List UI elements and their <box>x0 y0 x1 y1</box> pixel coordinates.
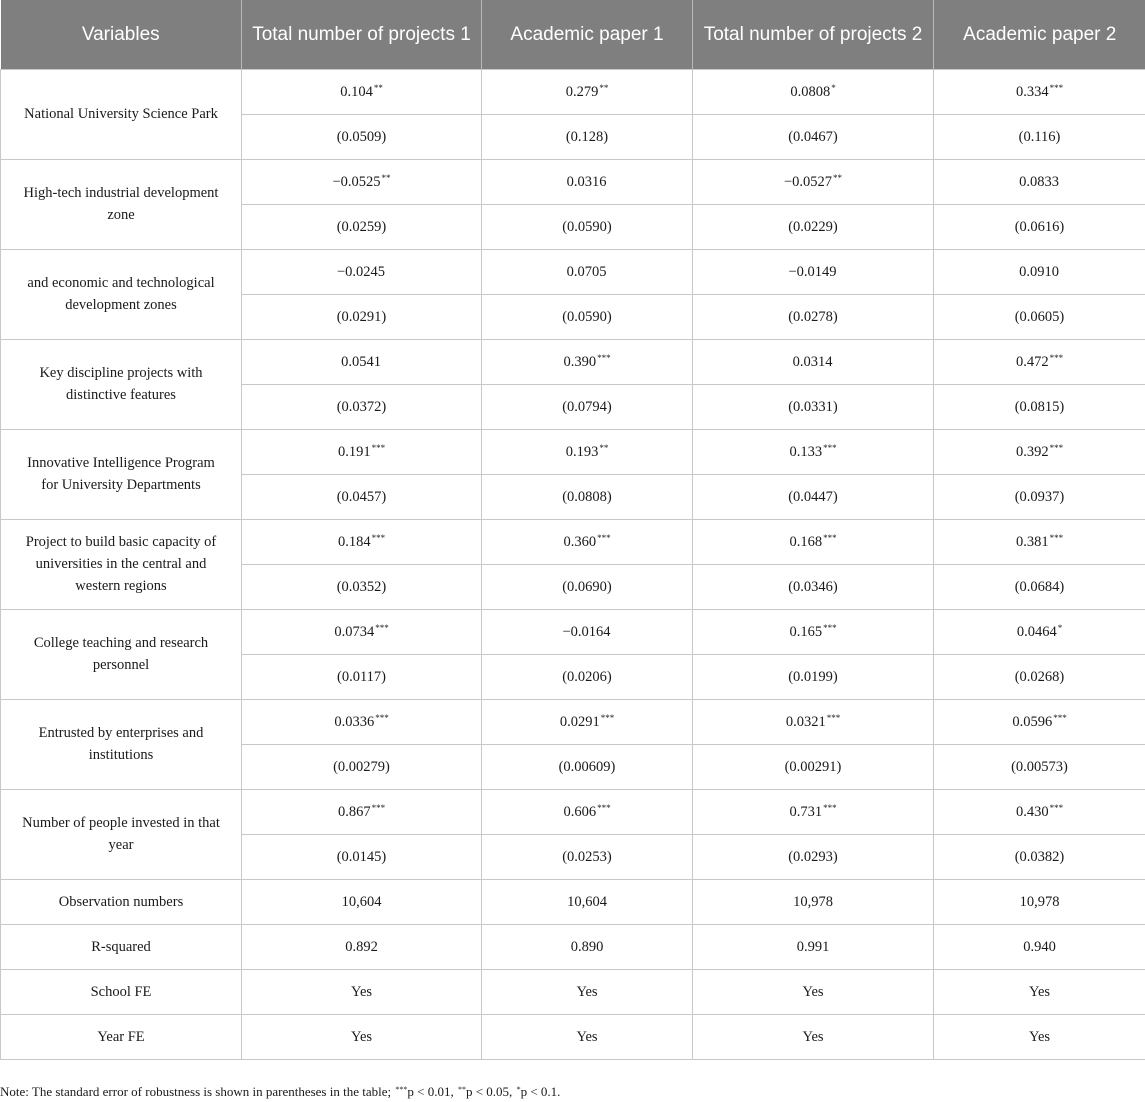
coef-value: −0.0245 <box>336 263 386 280</box>
significance-stars: *** <box>826 712 841 723</box>
summary-value: 0.991 <box>693 924 934 969</box>
table-header <box>1 0 1145 69</box>
summary-value: 10,978 <box>693 879 934 924</box>
coef-cell <box>242 339 482 384</box>
summary-label: School FE <box>1 969 242 1014</box>
coef-value: 0.279 <box>565 83 599 100</box>
std-error-cell: (0.0382) <box>934 834 1145 879</box>
significance-stars: *** <box>597 352 611 363</box>
std-error-cell: (0.0616) <box>934 204 1145 249</box>
coef-value: 0.0314 <box>792 353 833 370</box>
coef-value: 0.334 <box>1015 83 1049 100</box>
summary-value: Yes <box>482 1014 693 1059</box>
coef-value: 0.0321 <box>785 713 826 730</box>
significance-stars: * <box>1057 622 1063 633</box>
summary-value: 10,978 <box>934 879 1145 924</box>
std-error-cell: (0.0590) <box>482 294 693 339</box>
std-error-cell: (0.0259) <box>242 204 482 249</box>
coef-value: 0.193 <box>565 443 599 460</box>
significance-stars: *** <box>823 802 837 813</box>
coef-cell <box>934 519 1145 564</box>
significance-stars: *** <box>597 532 611 543</box>
coef-value: 0.606 <box>563 803 597 820</box>
coef-value: 0.360 <box>563 533 597 550</box>
coef-cell <box>242 249 482 294</box>
table-row-coef <box>1 249 1145 294</box>
significance-stars: *** <box>371 532 386 543</box>
coef-cell <box>934 789 1145 834</box>
variable-name: Entrusted by enterprises and institutions <box>1 699 242 789</box>
std-error-cell: (0.0278) <box>693 294 934 339</box>
summary-label: R-squared <box>1 924 242 969</box>
coef-value: 0.0291 <box>559 713 600 730</box>
summary-value: 0.892 <box>242 924 482 969</box>
summary-value: Yes <box>934 1014 1145 1059</box>
coef-value: 0.184 <box>337 533 371 550</box>
std-error-cell: (0.0117) <box>242 654 482 699</box>
std-error-cell: (0.0457) <box>242 474 482 519</box>
coef-cell <box>693 69 934 114</box>
significance-stars: *** <box>823 442 837 453</box>
significance-stars: *** <box>823 622 837 633</box>
summary-value: Yes <box>242 1014 482 1059</box>
variable-name: Number of people invested in that year <box>1 789 242 879</box>
table-row-coef <box>1 609 1145 654</box>
std-error-cell: (0.0372) <box>242 384 482 429</box>
coef-cell <box>482 339 693 384</box>
coef-cell <box>693 249 934 294</box>
coef-value: 0.392 <box>1015 443 1049 460</box>
coef-cell <box>693 699 934 744</box>
coef-cell <box>242 789 482 834</box>
coef-cell <box>242 519 482 564</box>
coef-cell <box>482 699 693 744</box>
variable-name: and economic and technological development zones <box>1 249 242 339</box>
std-error-cell: (0.0346) <box>693 564 934 609</box>
coef-value: 0.0596 <box>1012 713 1053 730</box>
coef-cell <box>482 429 693 474</box>
table-row-coef <box>1 339 1145 384</box>
table-row-coef <box>1 789 1145 834</box>
variable-name: Innovative Intelligence Program for University Departments <box>1 429 242 519</box>
note-sig1-text: p < 0.01, <box>407 1084 457 1099</box>
table-row-coef <box>1 159 1145 204</box>
coef-cell <box>242 609 482 654</box>
significance-stars: *** <box>371 442 386 453</box>
coef-value: 0.191 <box>337 443 371 460</box>
summary-label: Year FE <box>1 1014 242 1059</box>
coef-cell <box>934 609 1145 654</box>
coef-cell <box>934 429 1145 474</box>
significance-stars: *** <box>1049 802 1064 813</box>
significance-stars: *** <box>1049 442 1064 453</box>
summary-label: Observation numbers <box>1 879 242 924</box>
significance-stars: ** <box>833 172 843 183</box>
significance-stars: *** <box>597 802 611 813</box>
coef-cell <box>482 789 693 834</box>
significance-stars: ** <box>373 82 383 93</box>
coef-cell <box>693 159 934 204</box>
table-row-coef <box>1 429 1145 474</box>
coef-value: −0.0149 <box>788 263 837 280</box>
std-error-cell: (0.0684) <box>934 564 1145 609</box>
coef-cell <box>482 249 693 294</box>
std-error-cell: (0.0199) <box>693 654 934 699</box>
std-error-cell: (0.0690) <box>482 564 693 609</box>
significance-stars: *** <box>1049 532 1064 543</box>
std-error-cell: (0.0937) <box>934 474 1145 519</box>
coef-value: 0.430 <box>1015 803 1049 820</box>
coef-value: 0.165 <box>789 623 823 640</box>
std-error-cell: (0.0206) <box>482 654 693 699</box>
coef-cell <box>242 159 482 204</box>
note-sig2-text: p < 0.05, <box>465 1084 516 1099</box>
coef-cell <box>242 699 482 744</box>
std-error-cell: (0.0331) <box>693 384 934 429</box>
header-academic-paper-1: Academic paper 1 <box>482 0 693 69</box>
coef-value: 0.0541 <box>341 353 381 370</box>
std-error-cell: (0.0253) <box>482 834 693 879</box>
std-error-cell: (0.0229) <box>693 204 934 249</box>
coef-value: 0.0316 <box>566 173 607 190</box>
significance-stars: ** <box>599 442 609 453</box>
coef-cell <box>693 519 934 564</box>
summary-value: Yes <box>934 969 1145 1014</box>
coef-cell <box>934 159 1145 204</box>
coef-cell <box>482 159 693 204</box>
summary-row <box>1 1014 1145 1059</box>
std-error-cell: (0.0268) <box>934 654 1145 699</box>
coef-cell <box>693 429 934 474</box>
coef-value: 0.867 <box>337 803 371 820</box>
coef-value: 0.133 <box>789 443 823 460</box>
note-sig3-text: p < 0.1. <box>520 1084 561 1099</box>
significance-stars: *** <box>375 622 389 633</box>
std-error-cell: (0.0808) <box>482 474 693 519</box>
variable-name: Key discipline projects with distinctive features <box>1 339 242 429</box>
variable-name: College teaching and research personnel <box>1 609 242 699</box>
table-row-coef <box>1 69 1145 114</box>
significance-stars: *** <box>600 712 615 723</box>
coef-value: 0.0705 <box>566 263 607 280</box>
header-total-projects-1: Total number of projects 1 <box>242 0 482 69</box>
significance-stars: *** <box>1049 82 1064 93</box>
summary-value: Yes <box>482 969 693 1014</box>
table-row-coef <box>1 519 1145 564</box>
coef-cell <box>482 609 693 654</box>
coef-cell <box>482 519 693 564</box>
summary-value: 10,604 <box>482 879 693 924</box>
coef-cell <box>482 69 693 114</box>
significance-stars: ** <box>381 172 391 183</box>
coef-value: 0.0464 <box>1016 623 1057 640</box>
coef-value: 0.390 <box>563 353 597 370</box>
summary-value: 0.940 <box>934 924 1145 969</box>
std-error-cell: (0.00279) <box>242 744 482 789</box>
summary-value: Yes <box>693 969 934 1014</box>
note-sig1-stars: *** <box>395 1085 408 1094</box>
table-body <box>1 69 1145 1059</box>
coef-cell <box>242 69 482 114</box>
coef-cell <box>693 339 934 384</box>
coef-value: 0.0734 <box>334 623 375 640</box>
std-error-cell: (0.128) <box>482 114 693 159</box>
std-error-cell: (0.00291) <box>693 744 934 789</box>
std-error-cell: (0.116) <box>934 114 1145 159</box>
table-row-coef <box>1 699 1145 744</box>
coef-value: 0.0336 <box>334 713 375 730</box>
note-sig3-stars: * <box>516 1085 521 1094</box>
std-error-cell: (0.0145) <box>242 834 482 879</box>
summary-value: Yes <box>242 969 482 1014</box>
significance-stars: *** <box>371 802 386 813</box>
std-error-cell: (0.00609) <box>482 744 693 789</box>
significance-stars: *** <box>375 712 389 723</box>
std-error-cell: (0.0447) <box>693 474 934 519</box>
coef-value: 0.168 <box>789 533 823 550</box>
coef-value: 0.0910 <box>1019 263 1059 280</box>
std-error-cell: (0.0291) <box>242 294 482 339</box>
coef-value: 0.731 <box>789 803 823 820</box>
coef-value: 0.104 <box>340 83 373 100</box>
variable-name: National University Science Park <box>1 69 242 159</box>
std-error-cell: (0.0293) <box>693 834 934 879</box>
coef-value: 0.0808 <box>790 83 831 100</box>
std-error-cell: (0.0605) <box>934 294 1145 339</box>
significance-stars: * <box>831 82 836 93</box>
coef-value: 0.0833 <box>1019 173 1059 190</box>
coef-cell <box>934 249 1145 294</box>
coef-cell <box>934 69 1145 114</box>
summary-row <box>1 879 1145 924</box>
std-error-cell: (0.0794) <box>482 384 693 429</box>
header-row <box>1 0 1145 69</box>
std-error-cell: (0.0352) <box>242 564 482 609</box>
header-academic-paper-2: Academic paper 2 <box>934 0 1145 69</box>
coef-value: −0.0527 <box>783 173 833 190</box>
coef-value: −0.0164 <box>562 623 611 640</box>
significance-stars: *** <box>1049 352 1064 363</box>
note-sig2-stars: ** <box>457 1085 466 1094</box>
note-prefix: Note: The standard error of robustness is shown in parentheses in the table; <box>0 1084 395 1099</box>
significance-stars: ** <box>599 82 609 93</box>
table-note <box>0 1084 1145 1100</box>
std-error-cell: (0.0509) <box>242 114 482 159</box>
header-total-projects-2: Total number of projects 2 <box>693 0 934 69</box>
coef-cell <box>242 429 482 474</box>
significance-stars: *** <box>823 532 837 543</box>
summary-row <box>1 969 1145 1014</box>
std-error-cell: (0.0590) <box>482 204 693 249</box>
std-error-cell: (0.00573) <box>934 744 1145 789</box>
significance-stars: *** <box>1053 712 1067 723</box>
coef-value: −0.0525 <box>332 173 381 190</box>
coef-value: 0.381 <box>1015 533 1049 550</box>
variable-name: Project to build basic capacity of universities in the central and western regions <box>1 519 242 609</box>
header-variables: Variables <box>1 0 242 69</box>
coef-cell <box>693 789 934 834</box>
summary-row <box>1 924 1145 969</box>
coef-cell <box>934 339 1145 384</box>
summary-value: 10,604 <box>242 879 482 924</box>
std-error-cell: (0.0815) <box>934 384 1145 429</box>
coef-value: 0.472 <box>1015 353 1049 370</box>
std-error-cell: (0.0467) <box>693 114 934 159</box>
summary-value: Yes <box>693 1014 934 1059</box>
summary-value: 0.890 <box>482 924 693 969</box>
variable-name: High-tech industrial development zone <box>1 159 242 249</box>
coef-cell <box>934 699 1145 744</box>
coef-cell <box>693 609 934 654</box>
